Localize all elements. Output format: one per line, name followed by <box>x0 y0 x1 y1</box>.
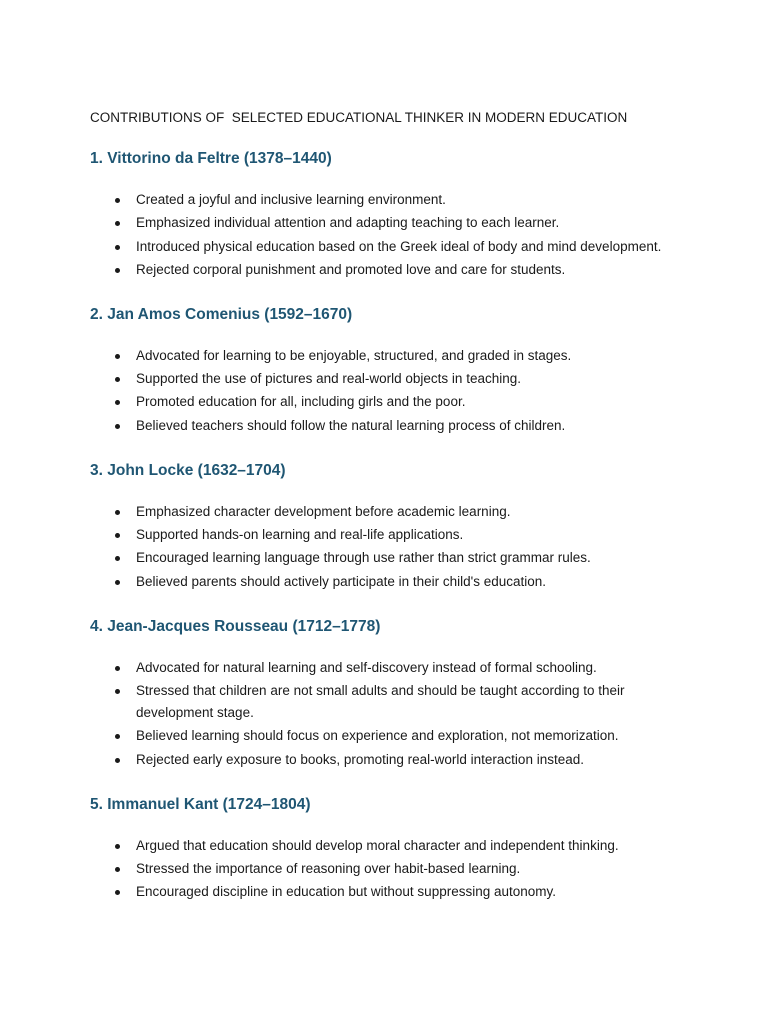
list-item-text: Advocated for natural learning and self-discovery instead of formal schooling. <box>136 659 597 675</box>
bullet-icon <box>115 758 120 763</box>
list-item-text: Advocated for learning to be enjoyable, structured, and graded in stages. <box>136 347 572 363</box>
list-item-text: Created a joyful and inclusive learning environment. <box>136 192 446 207</box>
section-john-locke <box>90 461 678 593</box>
list-item <box>136 524 678 546</box>
section-heading: 4. Jean-Jacques Rousseau (1712–1778) <box>90 617 381 635</box>
section-heading: 1. Vittorino da Feltre (1378–1440) <box>90 150 332 167</box>
bullet-icon <box>115 844 120 849</box>
list-item <box>136 858 678 880</box>
list-item-text: Supported the use of pictures and real-world objects in teaching. <box>136 371 521 387</box>
list-item-text: Stressed that children are not small adults and should be taught according to their development stage. <box>136 682 625 720</box>
list-item-text: Encouraged learning language through use rather than strict grammar rules. <box>136 550 591 566</box>
list-item-text: Promoted education for all, including girls and the poor. <box>136 394 466 410</box>
bullet-icon <box>115 556 120 561</box>
list-item <box>136 571 678 593</box>
bullet-icon <box>115 268 120 273</box>
list-item <box>136 835 678 857</box>
list-item <box>136 501 678 523</box>
bullet-icon <box>115 890 120 895</box>
bullet-icon <box>115 689 120 694</box>
list-item-text: Introduced physical education based on the Greek ideal of body and mind development. <box>136 238 662 254</box>
section-vittorino-da-feltre <box>90 149 678 281</box>
list-item-text: Encouraged discipline in education but without suppressing autonomy. <box>136 884 557 900</box>
list-item <box>136 749 678 771</box>
bullet-icon <box>115 400 120 405</box>
section-jan-amos-comenius <box>90 305 678 437</box>
list-item <box>136 189 678 211</box>
list-item <box>136 415 678 437</box>
bullet-icon <box>115 354 120 359</box>
list-item <box>136 657 678 679</box>
bullet-list <box>90 189 678 281</box>
document-title: CONTRIBUTIONS OF SELECTED EDUCATIONAL THINKER IN MODERN EDUCATION <box>90 110 628 125</box>
bullet-list <box>90 345 678 437</box>
bullet-list <box>90 835 678 904</box>
list-item-text: Believed parents should actively participate in their child's education. <box>136 573 547 589</box>
section-jean-jacques-rousseau <box>90 617 678 771</box>
list-item-text: Believed teachers should follow the natural learning process of children. <box>136 417 566 433</box>
bullet-icon <box>115 424 120 429</box>
bullet-icon <box>115 245 120 250</box>
list-item <box>136 680 678 724</box>
list-item <box>136 391 678 413</box>
bullet-icon <box>115 580 120 585</box>
bullet-icon <box>115 734 120 739</box>
bullet-icon <box>115 198 120 203</box>
bullet-list <box>90 501 678 593</box>
list-item <box>136 725 678 747</box>
list-item <box>136 345 678 367</box>
list-item <box>136 881 678 903</box>
list-item-text: Rejected corporal punishment and promoted love and care for students. <box>136 261 566 277</box>
list-item <box>136 368 678 390</box>
bullet-icon <box>115 867 120 872</box>
section-immanuel-kant <box>90 795 678 904</box>
bullet-list <box>90 657 678 771</box>
list-item <box>136 547 678 569</box>
list-item <box>136 236 678 258</box>
list-item-text: Argued that education should develop moral character and independent thinking. <box>136 837 619 853</box>
bullet-icon <box>115 510 120 515</box>
bullet-icon <box>115 377 120 382</box>
section-heading: 3. John Locke (1632–1704) <box>90 461 286 479</box>
bullet-icon <box>115 666 120 671</box>
list-item-text: Emphasized character development before academic learning. <box>136 503 511 519</box>
list-item-text: Supported hands-on learning and real-life applications. <box>136 527 464 543</box>
bullet-icon <box>115 533 120 538</box>
bullet-icon <box>115 221 120 226</box>
list-item-text: Stressed the importance of reasoning over habit-based learning. <box>136 860 521 876</box>
list-item-text: Rejected early exposure to books, promoting real-world interaction instead. <box>136 751 584 767</box>
list-item-text: Emphasized individual attention and adapting teaching to each learner. <box>136 215 560 231</box>
list-item <box>136 212 678 234</box>
list-item-text: Believed learning should focus on experience and exploration, not memorization. <box>136 728 619 744</box>
section-heading: 5. Immanuel Kant (1724–1804) <box>90 795 311 813</box>
section-heading: 2. Jan Amos Comenius (1592–1670) <box>90 305 353 323</box>
list-item <box>136 259 678 281</box>
